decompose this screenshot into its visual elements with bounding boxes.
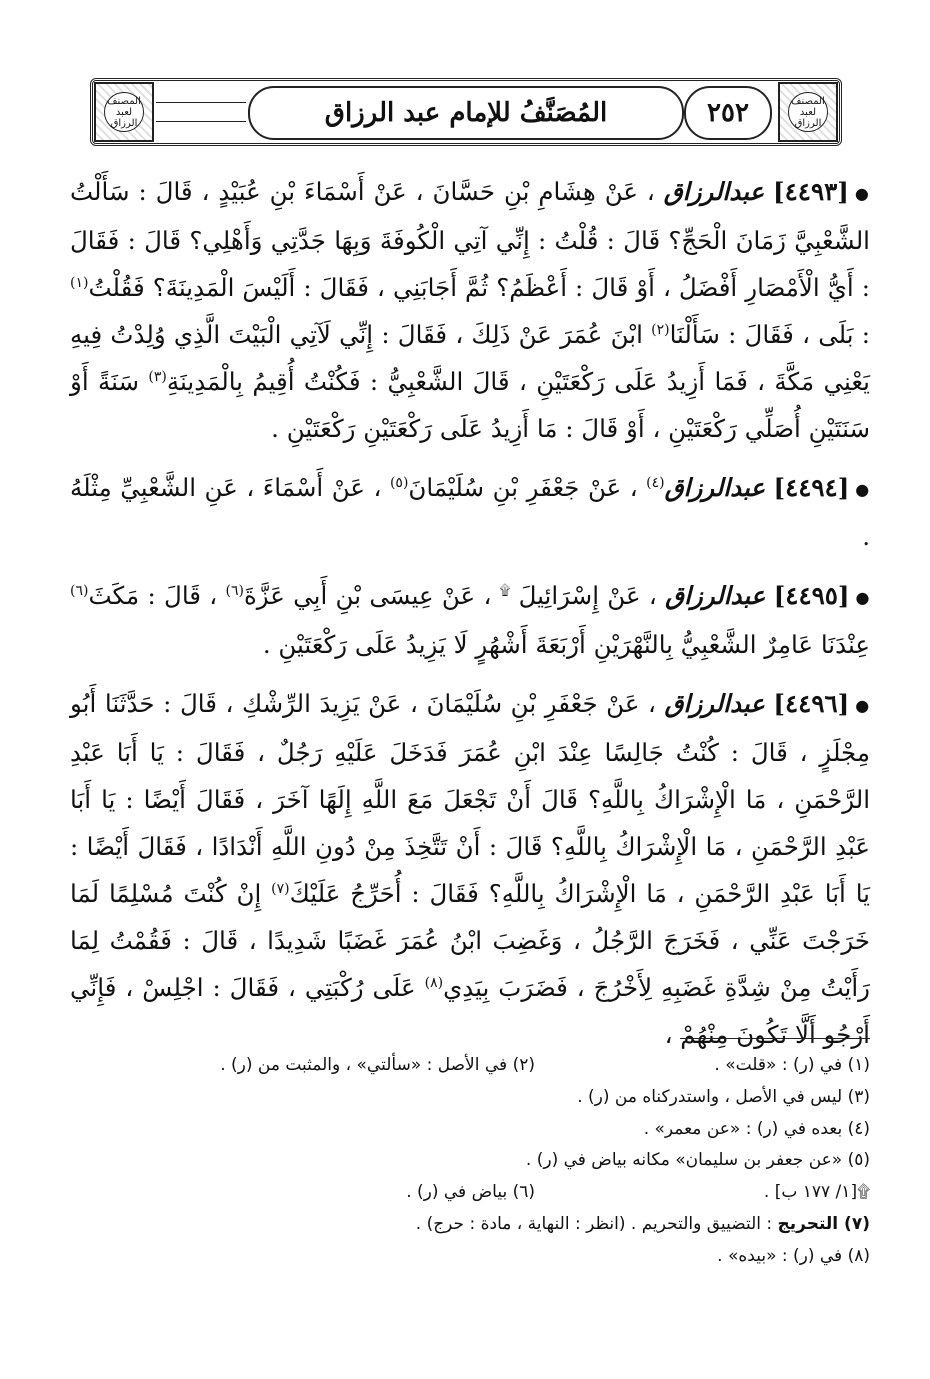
hadith-number: [٤٤٩٣] (773, 177, 849, 206)
footnote-marker: (٧) (271, 880, 290, 897)
footnote-marker: (١) (70, 274, 89, 291)
hadith-number: [٤٤٩٥] (773, 581, 850, 610)
footnote-marker: (٥) (389, 474, 409, 491)
text-part: ابْنَ عُمَرَ عَنْ ذَلِكَ ، فَقَالَ : إِنِّي لَآتِي الْبَيْتَ الَّذِي وُلِدْتُ فِيهِ يَعْنِي مَكَّةَ ، فَمَا أَزِيدُ عَلَى رَكْعَتَيْنِ ، قَالَ الشَّعْبِيُّ : فَكُنْتُ أُقِيمُ بِالْمَدِينَةِ (70, 320, 870, 396)
footnote-5: (٥) «عن جعفر بن سليمان» مكانه بياض في (ر) . (525, 1150, 870, 1171)
text-part: عَلَى رُكْبَتِي ، فَقَالَ : اجْلِسْ ، فَإِنِّي أَرْجُو أَلَّا تَكُونَ مِنْهُمْ ، (70, 973, 870, 1049)
footnote-separator (680, 1038, 870, 1039)
footnote-row (70, 1145, 870, 1177)
footnote-2: (٢) في الأصل : «سألتي» ، والمثبت من (ر) . (220, 1055, 535, 1075)
author-name: عبدالرزاق (664, 689, 765, 718)
main-text (70, 168, 870, 1070)
footnote-marker: (٣) (148, 368, 167, 385)
text-part: ، عَنْ هِشَامِ بْنِ حَسَّانَ ، عَنْ أَسْمَاءَ بْنِ عُبَيْدٍ ، قَالَ : سَأَلْتُ الشَّعْبِيَّ زَمَانَ الْحَجِّ؟ قَالَ : قُلْتُ : إِنِّي آتِي الْكُوفَةَ وَبِهَا جَدَّتِي وَأَهْلِي؟ قَالَ : فَقَالَ : أَيُّ الْأَمْصَارِ أَفْضَلُ ، أَوْ قَالَ : أَعْظَمُ؟ ثُمَّ أَجَابَنِي ، فَقَالَ : أَلَيْسَ الْمَدِينَةَ؟ فَقُلْتُ (70, 177, 870, 302)
ornament-seal-left: المصنف لعبد الرزاق (104, 92, 144, 132)
text-part: عِنْدَنَا عَامِرٌ الشَّعْبِيُّ بِالنَّهْرَيْنِ أَرْبَعَةَ أَشْهُرٍ لَا يَزِيدُ عَلَى رَكْعَتَيْنِ . (262, 630, 870, 659)
footnote-row (70, 1177, 870, 1209)
footnote-4: (٤) بعده في (ر) : «عن معمر» . (643, 1118, 870, 1139)
bullet-icon: ● (855, 480, 870, 499)
folio-marker: ۩ (499, 582, 511, 599)
footnote-3: (٣) ليس في الأصل ، واستدركناه من (ر) . (577, 1086, 870, 1107)
page-header (90, 78, 842, 146)
footnote-1: (١) في (ر) : «قلت» . (714, 1055, 870, 1075)
hadith-4496 (70, 680, 870, 1058)
text-part: ، عَنْ جَعْفَرِ بْنِ سُلَيْمَانَ ، عَنْ يَزِيدَ الرِّشْكِ ، قَالَ : حَدَّثَنَا أَبُو مِجْلَزٍ ، قَالَ : كُنْتُ جَالِسًا عِنْدَ ابْنِ عُمَرَ فَدَخَلَ عَلَيْهِ رَجُلٌ ، فَقَالَ : يَا أَبَا عَبْدِ الرَّحْمَنِ ، مَا الْإِشْرَاكُ بِاللَّهِ؟ قَالَ أَنْ تَجْعَلَ مَعَ اللَّهِ إِلَهًا آخَرَ ، فَقَالَ أَيْضًا : يَا أَبَا عَبْدِ الرَّحْمَنِ ، مَا الْإِشْرَاكُ بِاللَّهِ؟ قَالَ : أَنْ تَتَّخِذَ مِنْ دُونِ اللَّهِ أَنْدَادًا ، فَقَالَ أَيْضًا : يَا أَبَا عَبْدِ الرَّحْمَنِ ، مَا الْإِشْرَاكُ بِاللَّهِ؟ فَقَالَ : أُحَرِّجُ عَلَيْكَ (70, 689, 870, 908)
running-title: المُصَنَّفُ للإمام عبد الرزاق (248, 86, 684, 140)
footnote-row (70, 1050, 870, 1082)
footnote-marker: (٦) (225, 582, 244, 599)
footnote-marker: (٤) (646, 474, 665, 491)
text-part: سَنَةً أَوْ سَنَتَيْنِ أُصَلِّي رَكْعَتَيْنِ ، أَوْ قَالَ : مَا أَزِيدُ عَلَى رَكْعَتَيْنِ رَكْعَتَيْنِ . (70, 367, 870, 443)
hadith-4493 (70, 168, 870, 452)
footnote-row (70, 1241, 870, 1273)
bullet-icon: ● (854, 184, 870, 203)
text-part: ، عَنْ جَعْفَرِ بْنِ سُلَيْمَانَ (408, 473, 638, 502)
footnote-7-label: (٧) التحريج (777, 1213, 870, 1234)
header-ornament-right (778, 82, 838, 142)
author-name: عبدالرزاق (663, 177, 765, 206)
footnote-row (70, 1082, 870, 1114)
footnote-6: (٦) بياض في (ر) . (406, 1182, 535, 1203)
text-part: ، عَنْ إِسْرَائِيلَ (510, 581, 657, 610)
footnotes (70, 1050, 870, 1273)
ornament-seal-right: المصنف لعبد الرزاق (788, 92, 828, 132)
bullet-icon: ● (855, 588, 870, 607)
text-part: ، قَالَ : مَكَثَ (88, 581, 226, 610)
hadith-number: [٤٤٩٤] (773, 473, 850, 502)
page-number: ٢٥٢ (684, 86, 772, 140)
bullet-icon: ● (855, 696, 870, 715)
header-ornament-left (94, 82, 154, 142)
author-name: عبدالرزاق (664, 473, 765, 502)
text-part: : بَلَى ، فَقَالَ : سَأَلْنَا (669, 320, 870, 349)
author-name: عبدالرزاق (665, 581, 766, 610)
footnote-row (70, 1209, 870, 1241)
footnote-row (70, 1114, 870, 1146)
footnote-7-text: : التضييق والتحريم . (انظر : النهاية ، مادة : حرج) . (415, 1213, 773, 1234)
text-part: ، عَنْ أَسْمَاءَ ، عَنِ الشَّعْبِيِّ مِثْلَهُ . (70, 473, 870, 551)
text-part: إِنْ كُنْتَ مُسْلِمًا لَمَا خَرَجْتَ عَنِّي ، فَخَرَجَ الرَّجُلُ ، وَغَضِبَ ابْنُ عُمَرَ غَضَبًا شَدِيدًا ، قَالَ : فَقُمْتُ لِمَا رَأَيْتُ مِنْ شِدَّةِ غَضَبِهِ لِأَخْرُجَ ، فَضَرَبَ بِيَدِي (70, 879, 870, 1002)
footnote-folio: ۩[١/ ١٧٧ ب] . (763, 1182, 870, 1203)
header-band-left (156, 102, 246, 122)
footnote-marker: (٢) (651, 321, 670, 338)
footnote-8: (٨) في (ر) : «بيده» . (717, 1245, 870, 1266)
hadith-number: [٤٤٩٦] (773, 689, 850, 718)
footnote-marker: (٦) (70, 582, 89, 599)
text-part: ، عَنْ عِيسَى بْنِ أَبِي عَزَّةَ (243, 581, 500, 610)
hadith-4495 (70, 572, 870, 668)
footnote-marker: (٨) (424, 974, 444, 991)
hadith-4494 (70, 464, 870, 560)
